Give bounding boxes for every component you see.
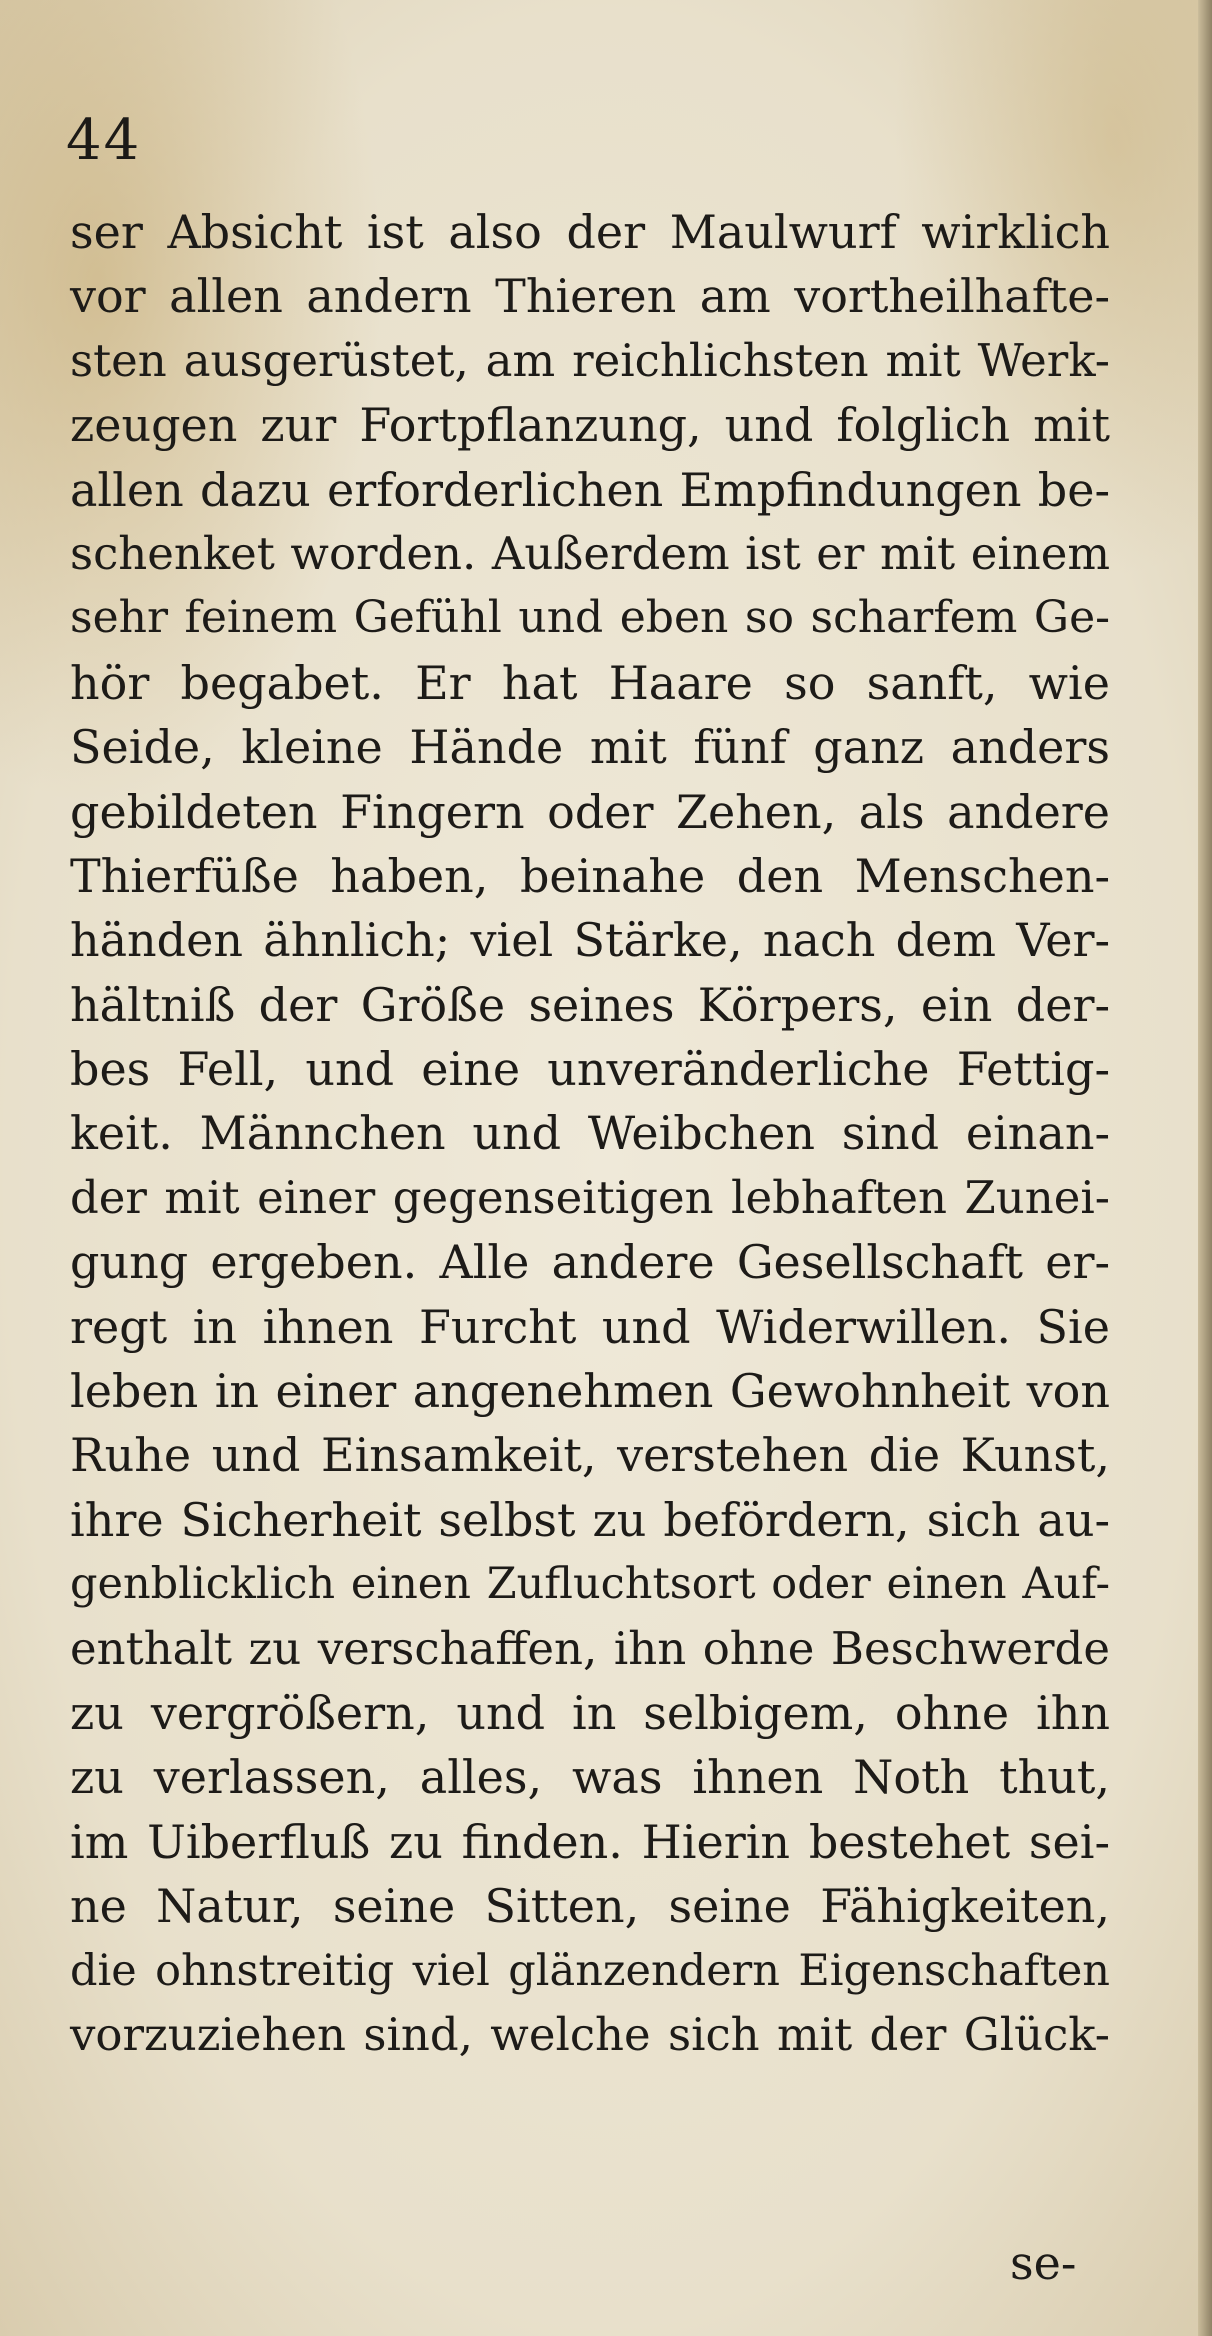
text-line: ne Natur, seine Sitten, seine Fähigkeiten, xyxy=(70,1879,1110,1934)
text-line: Seide, kleine Hände mit fünf ganz anders xyxy=(70,720,1110,775)
text-line: im Uiberfluß zu finden. Hierin bestehet sei- xyxy=(70,1814,1110,1869)
page-number: 44 xyxy=(66,108,142,173)
text-line: sten ausgerüstet, am reichlichsten mit Werk- xyxy=(70,333,1110,387)
text-line: schenket worden. Außerdem ist er mit einem xyxy=(70,526,1110,580)
text-line: händen ähnlich; viel Stärke, nach dem Ver- xyxy=(70,913,1110,968)
text-line: zeugen zur Fortpflanzung, und folglich mit xyxy=(70,398,1110,453)
text-line: leben in einer angenehmen Gewohnheit von xyxy=(70,1364,1110,1419)
catchword: se- xyxy=(1010,2236,1077,2290)
text-line: keit. Männchen und Weibchen sind einan- xyxy=(70,1106,1110,1161)
text-line: zu vergrößern, und in selbigem, ohne ihn xyxy=(70,1685,1110,1740)
text-line: der mit einer gegenseitigen lebhaften Zunei- xyxy=(70,1170,1110,1224)
text-line: sehr feinem Gefühl und eben so scharfem Ge- xyxy=(70,592,1110,644)
text-line: vorzuziehen sind, welche sich mit der Glück- xyxy=(70,2007,1110,2061)
text-line: enthalt zu verschaffen, ihn ohne Beschwerde xyxy=(70,1621,1110,1675)
text-line: genblicklich einen Zufluchtsort oder einen Auf- xyxy=(70,1559,1110,1610)
text-line: ser Absicht ist also der Maulwurf wirklich xyxy=(70,205,1110,259)
text-line: die ohnstreitig viel glänzendern Eigenschaften xyxy=(70,1945,1110,1996)
text-line: bes Fell, und eine unveränderliche Fettig- xyxy=(70,1042,1110,1097)
text-line: hör begabet. Er hat Haare so sanft, wie xyxy=(70,655,1110,710)
text-line: vor allen andern Thieren am vortheilhafte- xyxy=(70,269,1110,324)
text-line: gebildeten Fingern oder Zehen, als andere xyxy=(70,784,1110,839)
text-line: Thierfüße haben, beinahe den Menschen- xyxy=(70,848,1110,903)
text-line: ihre Sicherheit selbst zu befördern, sich au- xyxy=(70,1492,1110,1547)
text-line: hältniß der Größe seines Körpers, ein der- xyxy=(70,977,1110,1032)
body-text xyxy=(70,200,1110,2067)
text-line: Ruhe und Einsamkeit, verstehen die Kunst, xyxy=(70,1428,1110,1483)
text-line: zu verlassen, alles, was ihnen Noth thut, xyxy=(70,1750,1110,1805)
text-line: allen dazu erforderlichen Empfindungen be- xyxy=(70,462,1110,517)
page-edge xyxy=(1198,0,1212,2336)
text-line: regt in ihnen Furcht und Widerwillen. Sie xyxy=(70,1299,1110,1354)
text-line: gung ergeben. Alle andere Gesellschaft er- xyxy=(70,1235,1110,1290)
